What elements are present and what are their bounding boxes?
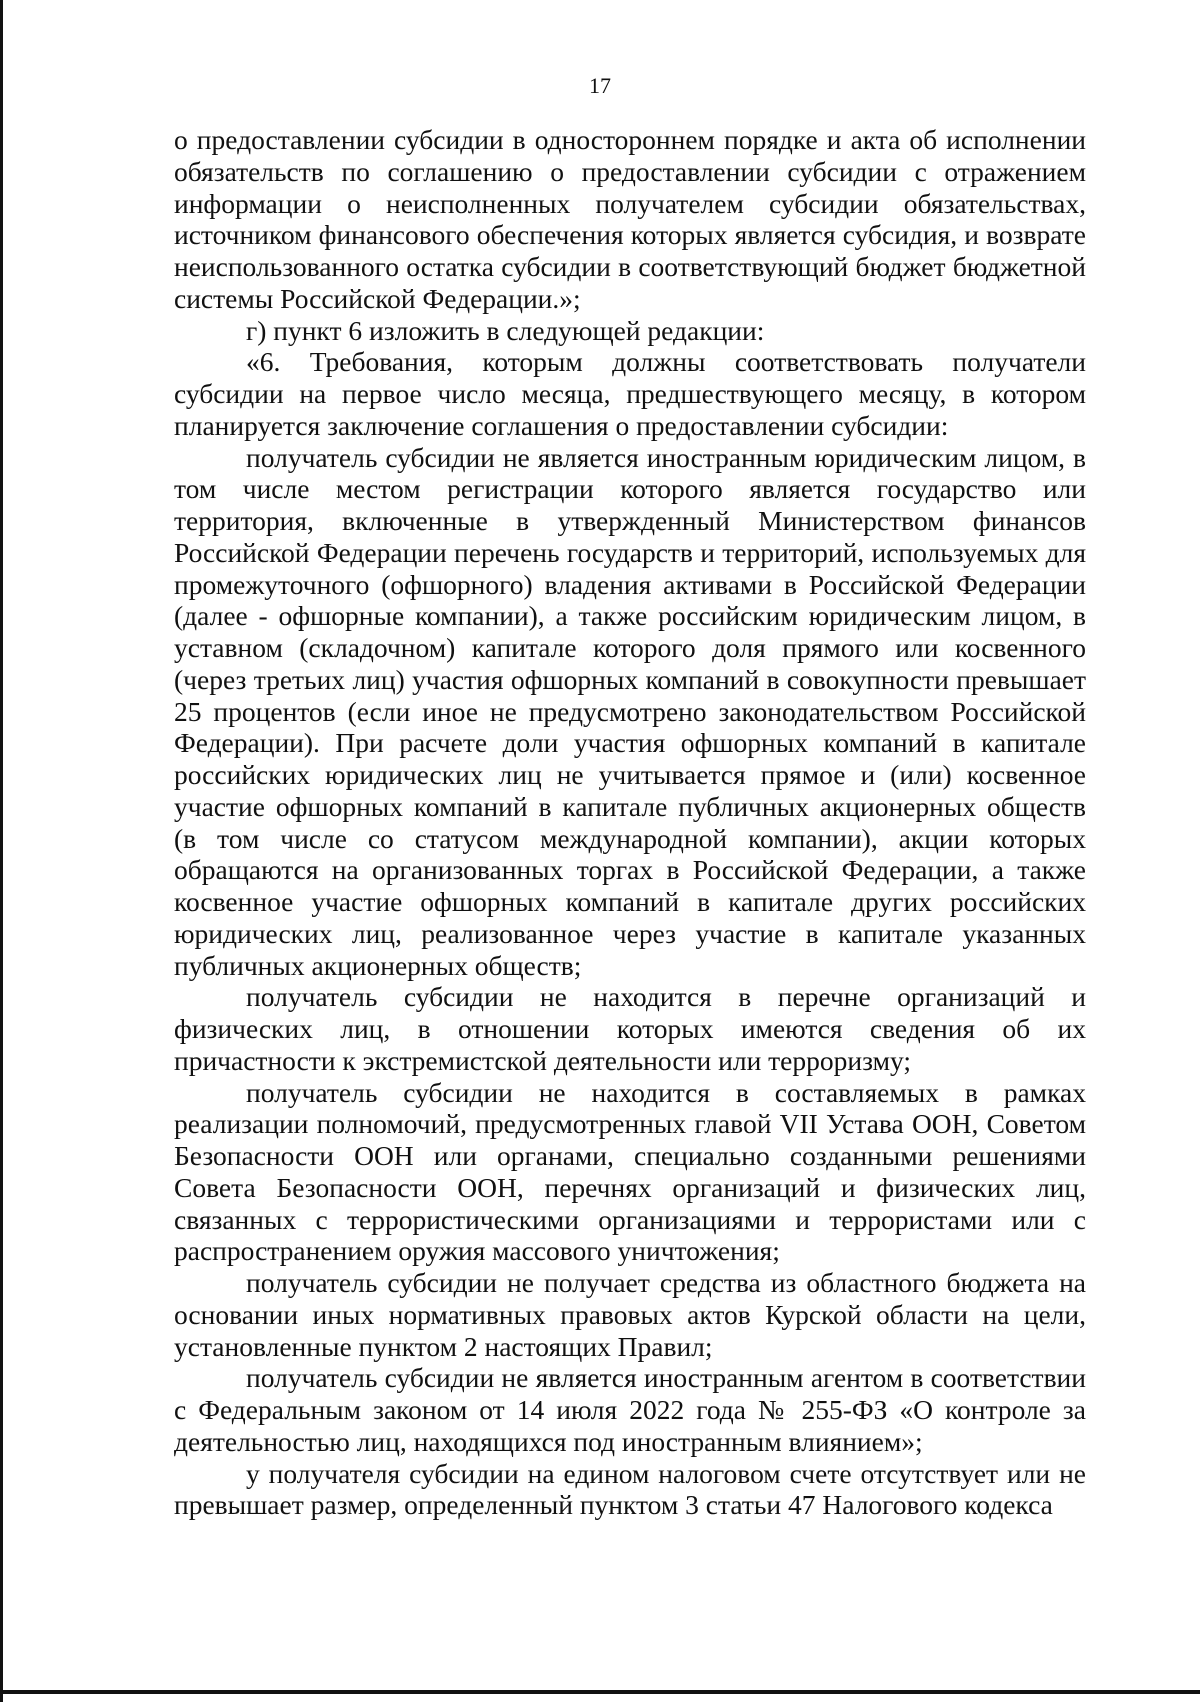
paragraph-continuation: о предоставлении субсидии в одностороннем порядке и акта об исполнении обязательств по соглашению о предоставлении субсидии с отражением информации о неисполненных получателем субсидии обязательствах, источником финансового обеспечения которых является субсидия, и возврате неиспользованного остатка субсидии в соответствующий бюджет бюджетной системы Российской Федерации.»; [174, 124, 1086, 314]
paragraph-regional-budget-requirement: получатель субсидии не получает средства из областного бюджета на основании иных нормативных правовых актов Курской области на цели, установленные пунктом 2 настоящих Правил; [174, 1267, 1086, 1362]
paragraph-item-g: г) пункт 6 изложить в следующей редакции: [246, 314, 765, 346]
paragraph-extremism-requirement: получатель субсидии не находится в перечне организаций и физических лиц, в отношении которых имеются сведения об их причастности к экстремистской деятельности или терроризму; [174, 981, 1086, 1076]
paragraph-point-6: «6. Требования, которым должны соответствовать получатели субсидии на первое число месяца, предшествующего месяцу, в котором планируется заключение соглашения о предоставлении субсидии: [174, 346, 1086, 441]
document-body [174, 124, 1086, 1521]
scan-edge-left [0, 0, 3, 1702]
paragraph-offshore-requirement: получатель субсидии не является иностранным юридическим лицом, в том числе местом регистрации которого является государство или территория, включенные в утвержденный Министерством финансов Российской Федерации перечень государств и территорий, используемых для промежуточного (офшорного) владения активами в Российской Федерации (далее - офшорные компании), а также российским юридическим лицом, в уставном (складочном) капитале которого доля прямого или косвенного (через третьих лиц) участия офшорных компаний в совокупности превышает 25 процентов (если иное не предусмотрено законодательством Российской Федерации). При расчете доли участия офшорных компаний в капитале российских юридических лиц не учитывается прямое и (или) косвенное участие офшорных компаний в капитале публичных акционерных обществ (в том числе со статусом международной компании), акции которых обращаются на организованных торгах в Российской Федерации, а также косвенное участие офшорных компаний в капитале других российских юридических лиц, реализованное через участие в капитале указанных публичных акционерных обществ; [174, 441, 1086, 981]
scan-edge-bottom [0, 1690, 1200, 1694]
paragraph-un-lists-requirement: получатель субсидии не находится в составляемых в рамках реализации полномочий, предусмотренных главой VII Устава ООН, Советом Безопасности ООН или органами, специально созданными решениями Совета Безопасности ООН, перечнях организаций и физических лиц, связанных с террористическими организациями и террористами или с распространением оружия массового уничтожения; [174, 1076, 1086, 1267]
paragraph-foreign-agent-requirement: получатель субсидии не является иностранным агентом в соответствии с Федеральным законом от 14 июля 2022 года № 255-ФЗ «О контроле за деятельностью лиц, находящихся под иностранным влиянием»; [174, 1362, 1086, 1457]
page-number: 17 [589, 73, 611, 98]
paragraph-tax-account-requirement: у получателя субсидии на едином налоговом счете отсутствует или не превышает размер, определенный пунктом 3 статьи 47 Налогового кодекса [174, 1457, 1086, 1521]
